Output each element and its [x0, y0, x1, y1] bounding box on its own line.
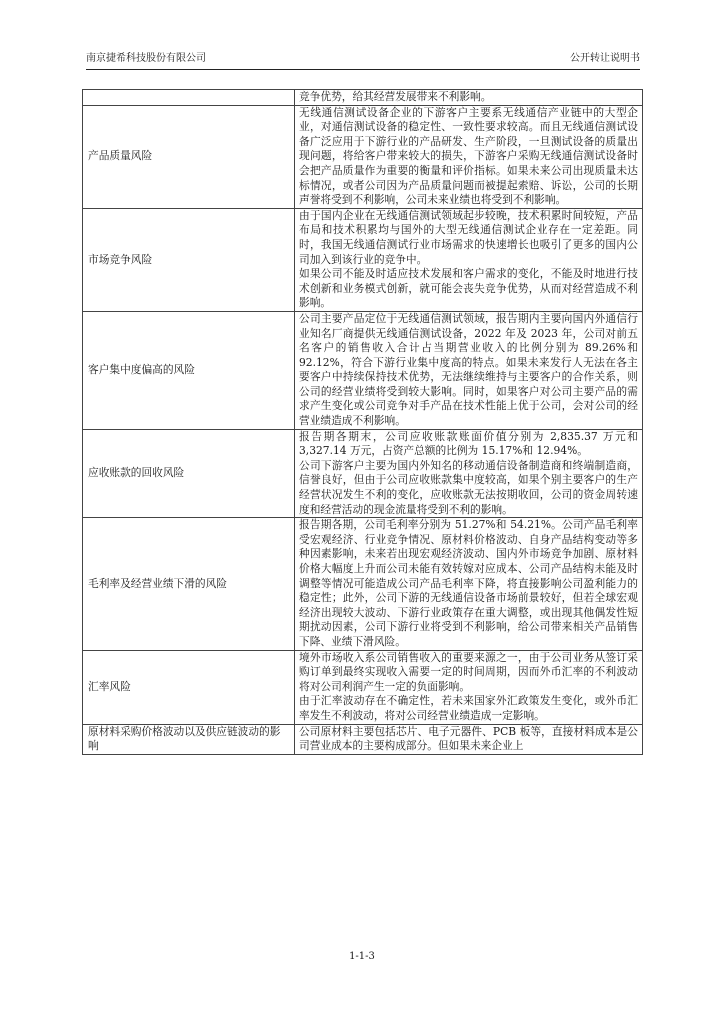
risk-description-cell	[295, 311, 643, 429]
risk-name-cell: 应收账款的回收风险	[83, 429, 295, 518]
risk-name-cell	[83, 90, 295, 106]
header-document-title: 公开转让说明书	[570, 53, 640, 64]
risk-name-cell: 原材料采购价格波动以及供应链波动的影响	[83, 724, 295, 754]
table-row	[83, 429, 643, 518]
risk-table	[82, 89, 643, 755]
risk-description-cell	[295, 518, 643, 650]
risk-paragraph: 公司主要产品定位于无线通信测试领域，报告期内主要向国内外通信行业知名厂商提供无线通信测试设备，2022 年及 2023 年，公司对前五名客户的销售收入合计占当期营业收入的比例分别为 89.26%和 92.12%，符合下游行业集中度高的特点。如果未来发行人无法在各主要客户中持续保持技术优势，无法继续维持与主要客户的合作关系，则公司的经营业绩将受到较大影响。同时，如果客户对公司主要产品的需求产生变化或公司竞争对手产品在技术性能上优于公司，会对公司的经营业绩造成不利影响。	[299, 311, 638, 428]
table-row	[83, 650, 643, 724]
risk-paragraph: 如果公司不能及时适应技术发展和客户需求的变化，不能及时地进行技术创新和业务模式创新，就可能会丧失竞争优势，从而对经营造成不利影响。	[299, 267, 638, 310]
risk-paragraph: 竞争优势，给其经营发展带来不利影响。	[299, 90, 492, 103]
risk-paragraph: 报告期各期末，公司应收账款账面价值分别为 2,835.37 万元和 3,327.14 万元，占资产总额的比例为 15.17%和 12.94%。	[299, 429, 638, 458]
risk-name-cell: 毛利率及经营业绩下滑的风险	[83, 518, 295, 650]
header-company-name: 南京捷希科技股份有限公司	[86, 53, 206, 64]
risk-name-cell: 市场竞争风险	[83, 208, 295, 311]
risk-description-cell	[295, 724, 643, 754]
table-row	[83, 105, 643, 208]
page-header	[86, 52, 640, 68]
risk-name-cell: 客户集中度偏高的风险	[83, 311, 295, 429]
risk-paragraph: 由于国内企业在无线通信测试领域起步较晚，技术积累时间较短，产品布局和技术积累均与国外的大型无线通信测试企业存在一定差距。同时，我国无线通信测试行业市场需求的快速增长也吸引了更多的国内公司加入到该行业的竞争中。	[299, 208, 638, 266]
table-row	[83, 518, 643, 650]
risk-name-cell: 汇率风险	[83, 650, 295, 724]
table-row	[83, 311, 643, 429]
page-number: 1-1-3	[349, 951, 375, 962]
risk-description-cell	[295, 90, 643, 106]
header-divider	[86, 69, 640, 70]
risk-name-cell: 产品质量风险	[83, 105, 295, 208]
risk-description-cell	[295, 208, 643, 311]
table-row	[83, 90, 643, 106]
table-row	[83, 724, 643, 754]
risk-description-cell	[295, 650, 643, 724]
risk-description-cell	[295, 429, 643, 518]
risk-paragraph: 由于汇率波动存在不确定性，若未来国家外汇政策发生变化，或外币汇率发生不利波动，将对公司经营业绩造成一定影响。	[299, 694, 638, 722]
risk-paragraph: 公司下游客户主要为国内外知名的移动通信设备制造商和终端制造商，信誉良好，但由于公司应收账款集中度较高，如果个别主要客户的生产经营状况发生不利的变化，应收账款无法按期收回，公司的资金周转速度和经营活动的现金流量将受到不利的影响。	[299, 458, 638, 516]
risk-paragraph: 境外市场收入系公司销售收入的重要来源之一，由于公司业务从签订采购订单到最终实现收入需要一定的时间周期，因而外币汇率的不利波动将对公司利润产生一定的负面影响。	[299, 650, 638, 693]
risk-paragraph: 无线通信测试设备企业的下游客户主要系无线通信产业链中的大型企业，对通信测试设备的稳定性、一致性要求较高。而且无线通信测试设备广泛应用于下游行业的产品研发、生产阶段，一旦测试设备的质量出现问题，将给客户带来较大的损失，下游客户采购无线通信测试设备时会把产品质量作为重要的衡量和评价指标。如果未来公司出现质量未达标情况，或者公司因为产品质量问题而被提起索赔、诉讼，公司的长期声誉将受到不利影响，公司未来业绩也将受到不利影响。	[299, 105, 638, 207]
table-row	[83, 208, 643, 311]
risk-description-cell	[295, 105, 643, 208]
risk-paragraph: 公司原材料主要包括芯片、电子元器件、PCB 板等，直接材料成本是公司营业成本的主要构成部分。但如果未来企业上	[299, 724, 638, 753]
risk-paragraph: 报告期各期，公司毛利率分别为 51.27%和 54.21%。公司产品毛利率受宏观经济、行业竞争情况、原材料价格波动、自身产品结构变动等多种因素影响，未来若出现宏观经济波动、国内外市场竞争加剧、原材料价格大幅度上升而公司未能有效转嫁对应成本、公司产品结构未能及时调整等情况可能造成公司产品毛利率下降，将直接影响公司盈利能力的稳定性；此外，公司下游的无线通信设备市场前景较好，但若全球宏观经济出现较大波动、下游行业政策存在重大调整，或出现其他偶发性短期扰动因素，公司下游行业将受到不利影响，给公司带来相关产品销售下降、业绩下滑风险。	[299, 518, 638, 648]
